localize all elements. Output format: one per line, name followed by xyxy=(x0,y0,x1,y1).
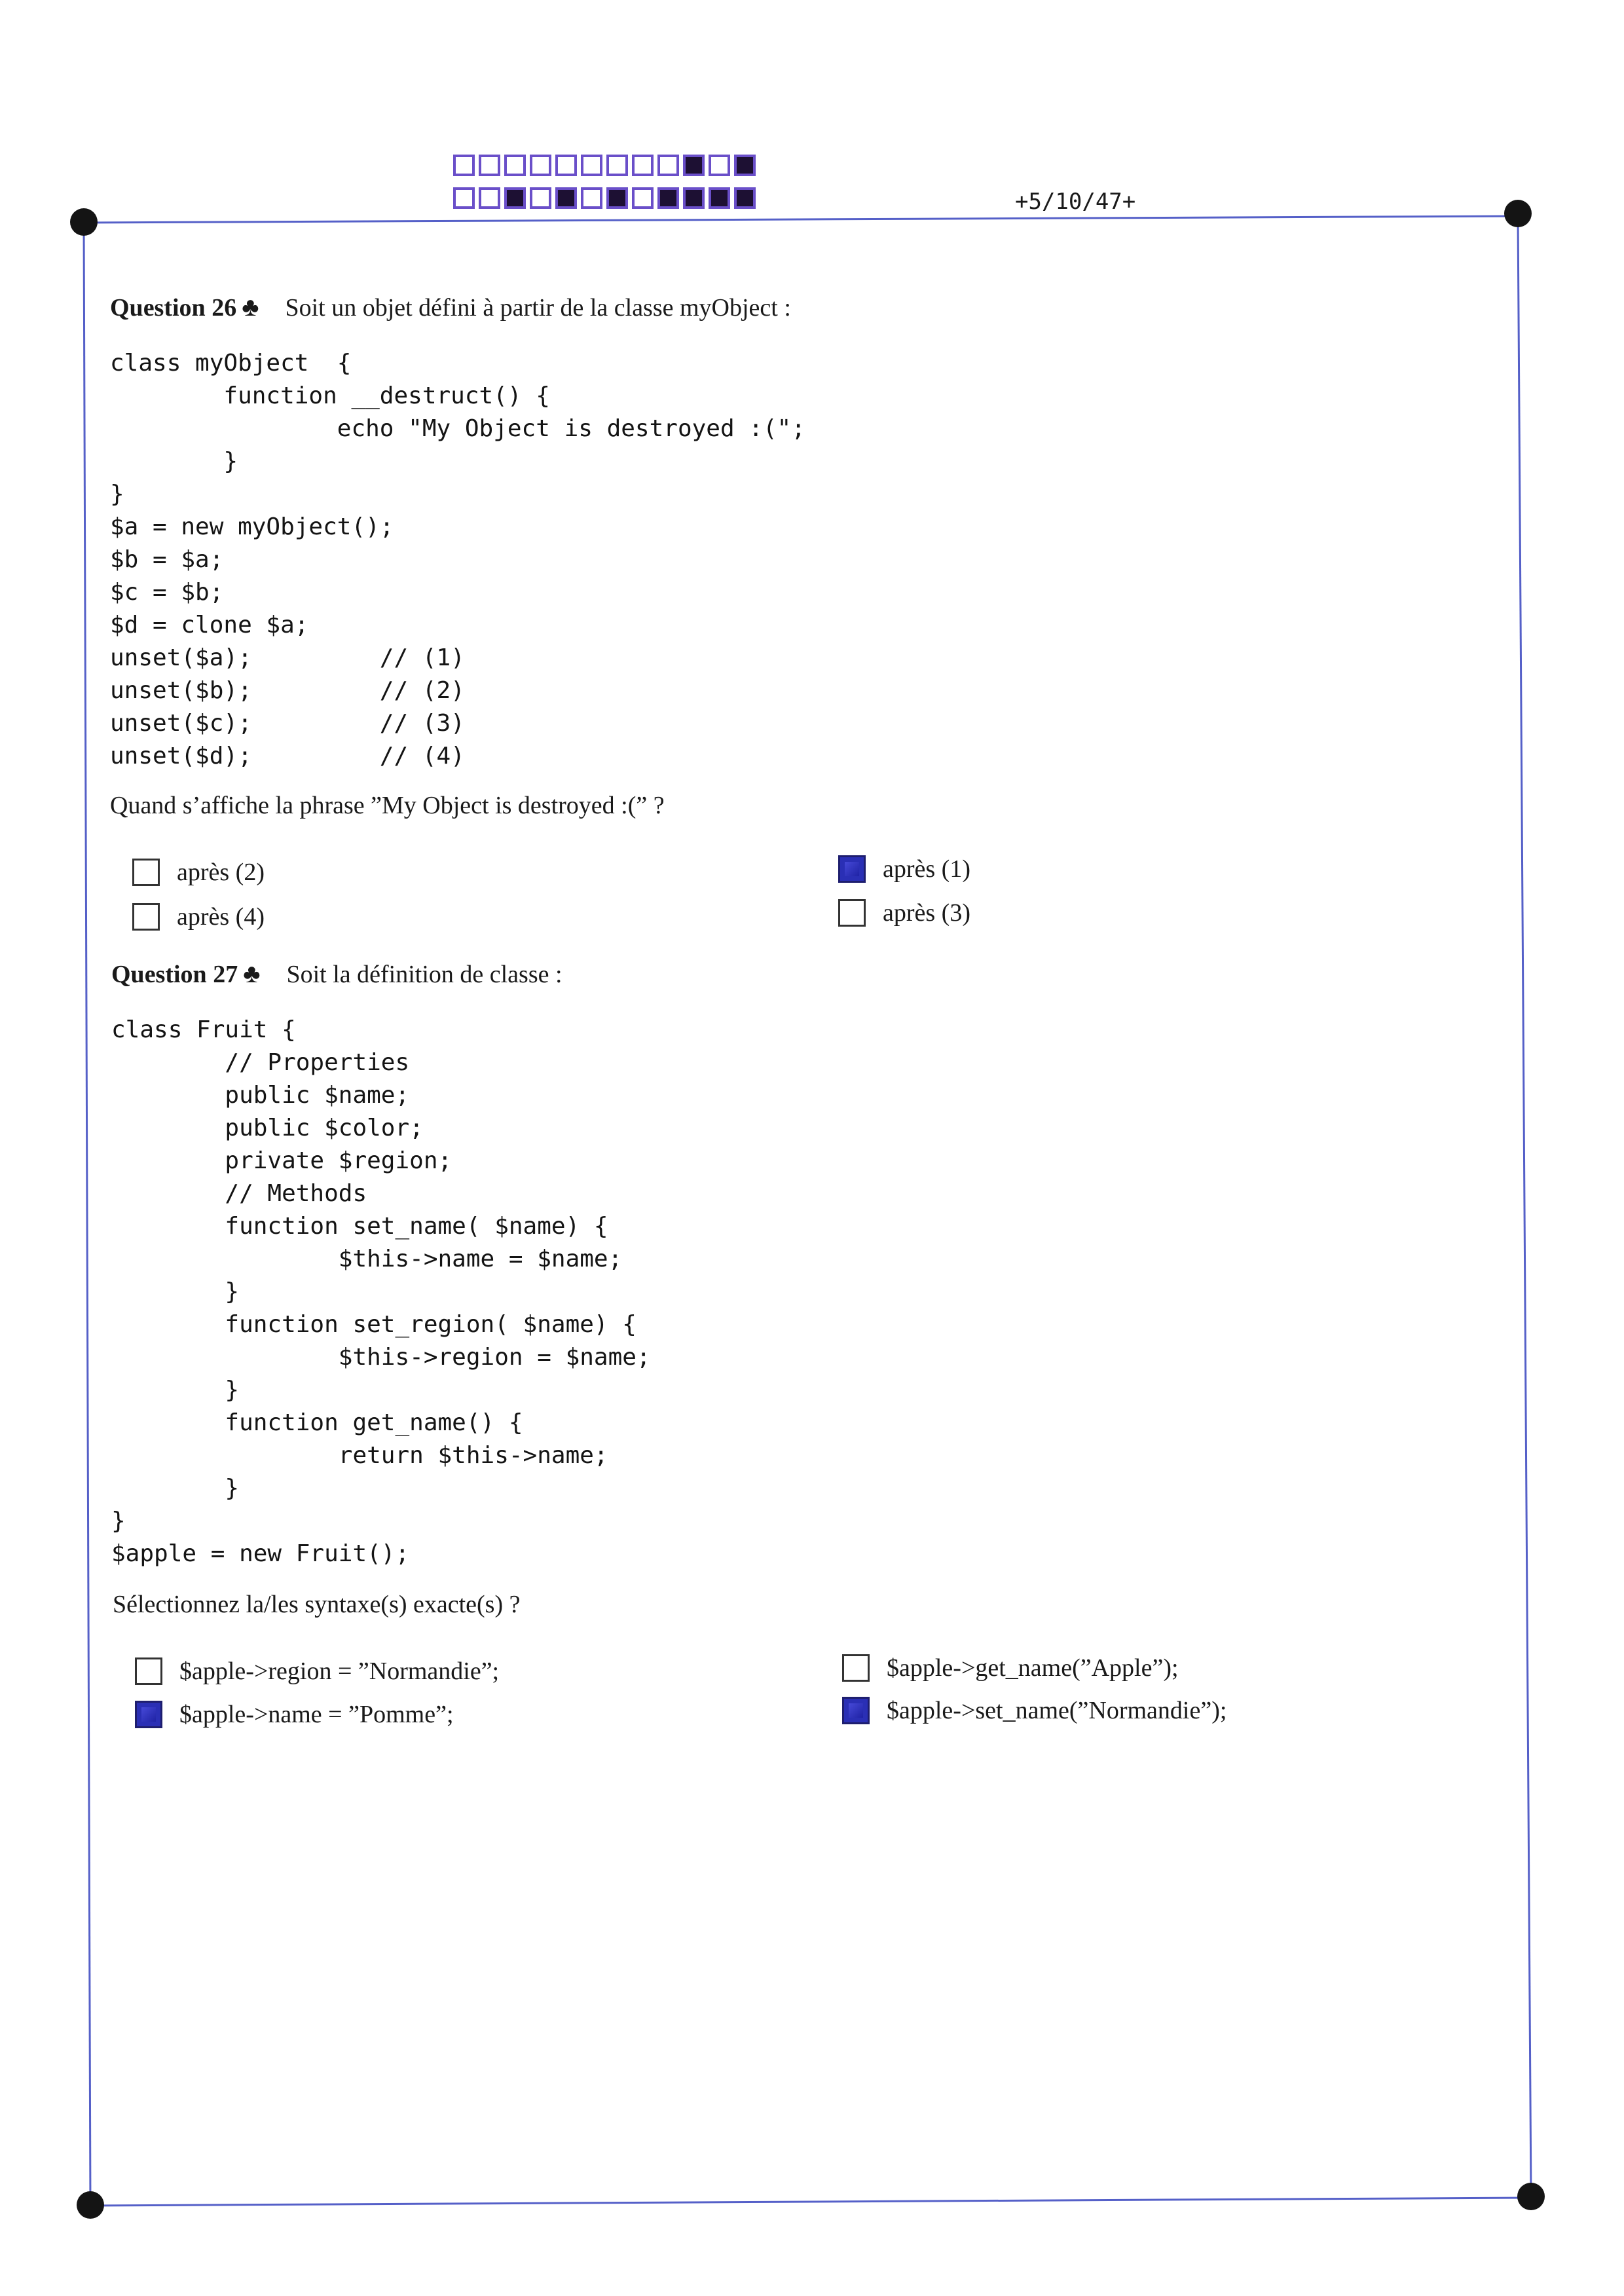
page-id: +5/10/47+ xyxy=(1015,189,1136,215)
q27-answer-4[interactable] xyxy=(842,1696,1227,1725)
code-cell xyxy=(606,187,628,209)
q26-answer-1-label: après (2) xyxy=(177,859,265,886)
question-27-prompt: Sélectionnez la/les syntaxe(s) exacte(s) ? xyxy=(113,1591,521,1618)
q26-answer-1[interactable] xyxy=(132,858,265,887)
q26-answer-2[interactable] xyxy=(132,902,265,931)
code-cell xyxy=(479,155,500,176)
code-cell xyxy=(504,187,526,209)
question-26-code: class myObject { function __destruct() { echo "My Object is destroyed :("; } } $a = new myObject(); $b = $a; $c = $b; $d = clone $a; unset($a); // (1) unset($b); // (2) unset($c); // (3) unset($d); // (4) xyxy=(110,350,806,769)
q26-answer-3-label: après (1) xyxy=(883,855,970,883)
q27-answer-4-label: $apple->set_name(”Normandie”); xyxy=(887,1697,1227,1724)
q27-answer-3[interactable] xyxy=(842,1654,1179,1682)
q26-answer-4-label: après (3) xyxy=(883,899,970,927)
club-icon: ♣ xyxy=(243,959,261,988)
code-cell xyxy=(530,155,551,176)
q27-answer-3-checkbox[interactable] xyxy=(842,1654,870,1682)
q26-answer-4-checkbox[interactable] xyxy=(838,899,866,927)
code-cell xyxy=(683,155,705,176)
question-26-prompt: Quand s’affiche la phrase ”My Object is destroyed :(” ? xyxy=(110,792,665,819)
code-cell xyxy=(734,187,756,209)
corner-marker-top-left xyxy=(70,208,98,236)
q26-answer-4[interactable] xyxy=(838,898,970,927)
code-cell xyxy=(709,155,730,176)
code-cell xyxy=(479,187,500,209)
code-cell xyxy=(657,187,679,209)
code-cell xyxy=(453,187,475,209)
corner-marker-top-right xyxy=(1504,200,1532,227)
code-cell xyxy=(453,155,475,176)
q26-answer-3-checkbox[interactable] xyxy=(838,855,866,883)
q27-answer-1-label: $apple->region = ”Normandie”; xyxy=(179,1657,500,1685)
question-26-text: Soit un objet défini à partir de la classe myObject : xyxy=(285,294,791,322)
code-cell xyxy=(734,155,756,176)
code-cell xyxy=(632,155,654,176)
page-code-row-2 xyxy=(453,187,760,209)
question-26-label: Question 26 xyxy=(110,294,237,322)
code-cell xyxy=(530,187,551,209)
q27-answer-4-checkbox[interactable] xyxy=(842,1697,870,1724)
q26-answer-2-checkbox[interactable] xyxy=(132,903,160,931)
code-cell xyxy=(555,187,577,209)
q27-answer-2-checkbox[interactable] xyxy=(135,1701,162,1728)
q26-answer-3[interactable] xyxy=(838,855,970,883)
code-cell xyxy=(632,187,654,209)
corner-marker-bottom-right xyxy=(1517,2183,1545,2210)
q26-answer-1-checkbox[interactable] xyxy=(132,859,160,886)
corner-marker-bottom-left xyxy=(77,2191,104,2219)
code-cell xyxy=(504,155,526,176)
question-27-header xyxy=(111,958,563,989)
code-cell xyxy=(657,155,679,176)
code-cell xyxy=(683,187,705,209)
question-27-label: Question 27 xyxy=(111,961,238,988)
question-27-code: class Fruit { // Properties public $name; public $color; private $region; // Methods function set_name( $name) { $this->name = $name; } function set_region( $name) { $this->region = $name; } function get_name() { return $this->name; } } $apple = new Fruit(); xyxy=(111,1016,651,1567)
code-cell xyxy=(709,187,730,209)
club-icon: ♣ xyxy=(242,292,259,322)
code-cell xyxy=(555,155,577,176)
q27-answer-1[interactable] xyxy=(135,1657,499,1686)
q27-answer-3-label: $apple->get_name(”Apple”); xyxy=(887,1654,1179,1682)
code-cell xyxy=(606,155,628,176)
page-code-row-1 xyxy=(453,155,760,176)
question-27-text: Soit la définition de classe : xyxy=(286,961,563,988)
q27-answer-2[interactable] xyxy=(135,1700,454,1729)
q27-answer-1-checkbox[interactable] xyxy=(135,1657,162,1685)
code-cell xyxy=(581,155,602,176)
q27-answer-2-label: $apple->name = ”Pomme”; xyxy=(179,1701,454,1728)
question-26-header xyxy=(110,291,791,322)
code-cell xyxy=(581,187,602,209)
q26-answer-2-label: après (4) xyxy=(177,903,265,931)
